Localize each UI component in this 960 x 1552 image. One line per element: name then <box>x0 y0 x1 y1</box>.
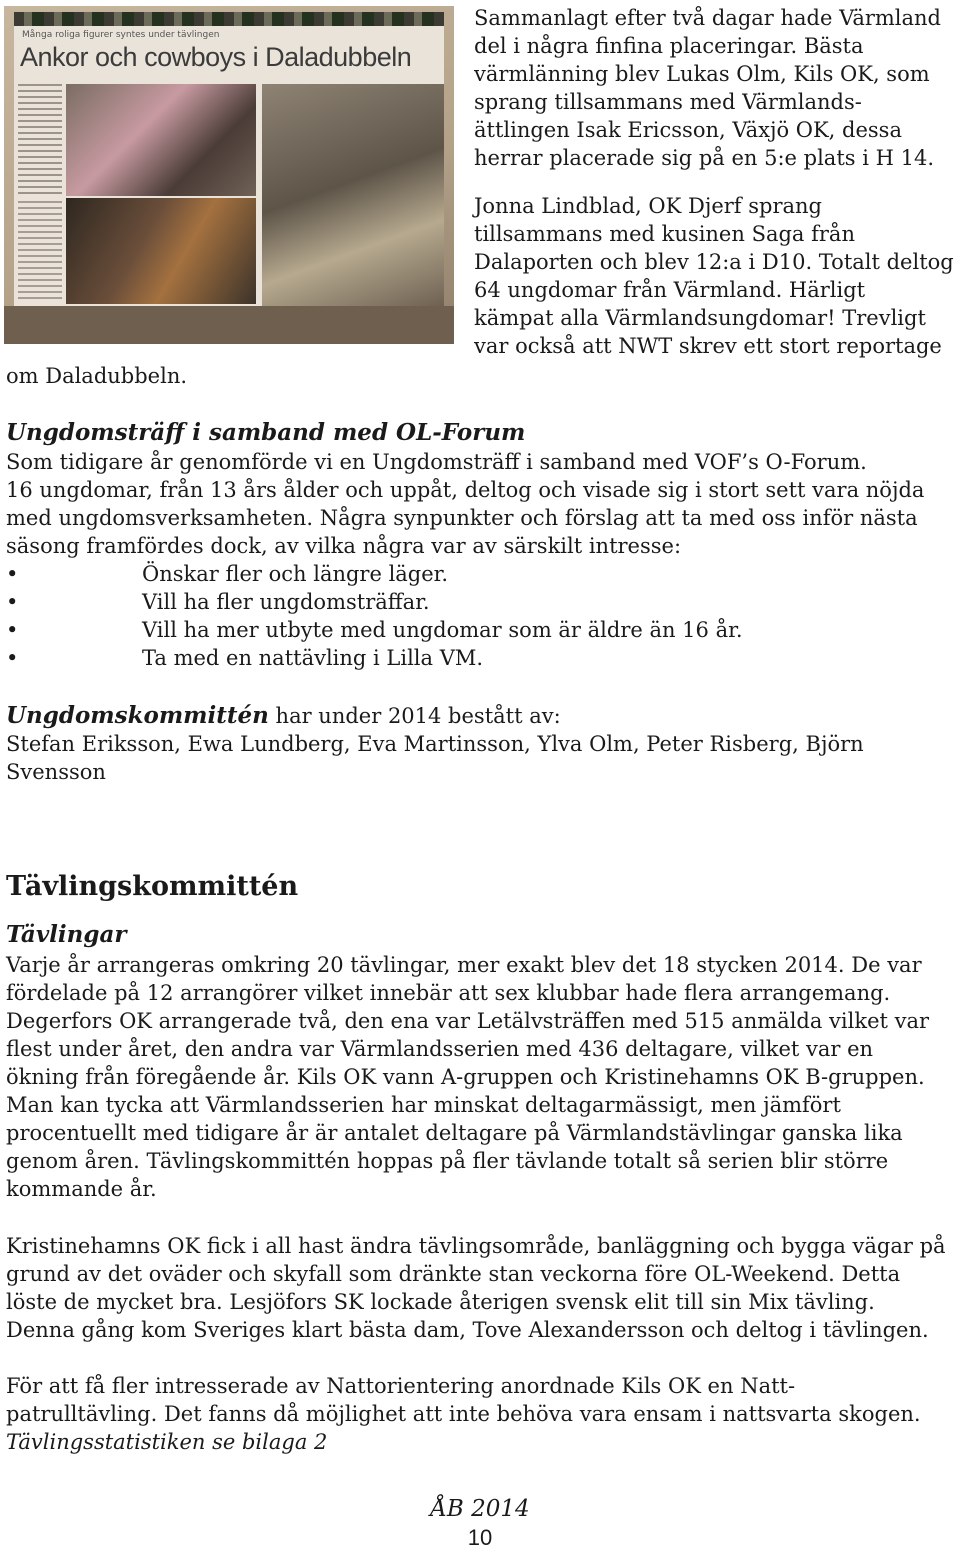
text-line: Denna gång kom Sveriges klart bästa dam, Tove Alexandersson och deltog i tävlingen. <box>6 1318 929 1342</box>
text-line: sprang tillsammans med Värmlands- <box>474 90 862 114</box>
statistics-note: Tävlingsstatistiken se bilaga 2 <box>6 1430 328 1454</box>
text-line: Jonna Lindblad, OK Djerf sprang <box>474 194 822 218</box>
text-line: värmlänning blev Lukas Olm, Kils OK, som <box>474 62 930 86</box>
text-line: Sammanlagt efter två dagar hade Värmland <box>474 6 941 30</box>
text-line: Degerfors OK arrangerade två, den ena var Letälvsträffen med 515 anmälda vilket var <box>6 1009 930 1033</box>
text-line: var också att NWT skrev ett stort reportage <box>474 334 942 358</box>
newspaper-column-text <box>18 84 62 194</box>
tavling-paragraph-3 <box>6 1372 921 1456</box>
text-line: kämpat alla Värmlandsungdomar! Trevligt <box>474 306 926 330</box>
bullet-text: Vill ha fler ungdomsträffar. <box>142 590 430 614</box>
text-line: löste de mycket bra. Lesjöfors SK lockade återigen svensk elit till sin Mix tävling. <box>6 1290 875 1314</box>
text-line: För att få fler intresserade av Nattorientering anordnade Kils OK en Natt- <box>6 1374 796 1398</box>
newspaper-column-text-2 <box>18 201 62 301</box>
text-line: grund av det oväder och skyfall som dränkte stan veckorna före OL-Weekend. Detta <box>6 1262 901 1286</box>
bullet-text: Ta med en nattävling i Lilla VM. <box>142 646 484 670</box>
text-line: del i några finfina placeringar. Bästa <box>474 34 864 58</box>
text-line: herrar placerade sig på en 5:e plats i H 14. <box>474 146 935 170</box>
bullet-dot: • <box>6 646 19 670</box>
members-line: Svensson <box>6 760 106 784</box>
text-line: Dalaporten och blev 12:a i D10. Totalt deltog <box>474 250 954 274</box>
text-line: patrulltävling. Det fanns då möjlighet att inte behöva vara ensam i nattsvarta skogen. <box>6 1402 921 1426</box>
page-number: 10 <box>467 1525 493 1550</box>
bullet-item <box>6 560 924 588</box>
bullet-item <box>6 588 924 616</box>
intro-paragraph-2-end: om Daladubbeln. <box>6 364 188 388</box>
bullet-text: Vill ha mer utbyte med ungdomar som är äldre än 16 år. <box>142 618 743 642</box>
text-line: Kristinehamns OK fick i all hast ändra tävlingsområde, banläggning och bygga vägar på <box>6 1234 946 1258</box>
members-line: Stefan Eriksson, Ewa Lundberg, Eva Martinsson, Ylva Olm, Peter Risberg, Björn <box>6 732 864 756</box>
newspaper-image-costumes <box>66 84 256 196</box>
text-line: säsong framfördes dock, av vilka några var av särskilt intresse: <box>6 534 682 558</box>
ungdomskommitten-section <box>6 702 864 786</box>
bullet-text: Önskar fler och längre läger. <box>142 562 449 586</box>
text-line: flest under året, den andra var Värmlandsserien med 436 deltagare, vilket var en <box>6 1037 874 1061</box>
newspaper-photo <box>4 6 454 344</box>
text-line: kommande år. <box>6 1177 157 1201</box>
text-line: 64 ungdomar från Värmland. Härligt <box>474 278 866 302</box>
committee-heading-rest: har under 2014 bestått av: <box>268 704 561 728</box>
bullet-item <box>6 644 924 672</box>
ungdomstraff-section <box>6 418 924 672</box>
text-line: med ungdomsverksamheten. Några synpunkter och förslag att ta med oss inför nästa <box>6 506 918 530</box>
sub-heading: Tävlingar <box>6 921 127 948</box>
photo-kicker: Många roliga figurer syntes under tävlingen <box>22 30 220 40</box>
tavling-paragraph-2 <box>6 1232 946 1344</box>
text-line: 16 ungdomar, från 13 års ålder och uppåt, deltog och visade sig i stort sett vara nöjda <box>6 478 925 502</box>
newspaper-top-strip <box>14 12 444 26</box>
bullet-item <box>6 616 924 644</box>
page-footer <box>0 1494 960 1552</box>
text-line: tillsammans med kusinen Saga från <box>474 222 855 246</box>
section-title: Tävlingskommittén <box>6 871 299 902</box>
bullet-dot: • <box>6 590 19 614</box>
bullet-dot: • <box>6 562 19 586</box>
intro-paragraph-2 <box>474 192 954 360</box>
committee-heading: Ungdomskommittén <box>6 702 269 729</box>
section-heading: Ungdomsträff i samband med OL-Forum <box>6 419 526 446</box>
newspaper-image-cowboys <box>262 84 444 306</box>
tavling-paragraph-1 <box>6 951 929 1203</box>
intro-paragraph-1 <box>474 4 941 172</box>
text-line: fördelade på 12 arrangörer vilket innebär att sex klubbar hade flera arrangemang. <box>6 981 891 1005</box>
newspaper-image-runners <box>66 198 256 304</box>
text-line: ökning från föregående år. Kils OK vann A-gruppen och Kristinehamns OK B-gruppen. <box>6 1065 925 1089</box>
table-surface <box>4 306 454 344</box>
photo-headline: Ankor och cowboys i Daladubbeln <box>20 42 412 72</box>
text-line: Man kan tycka att Värmlandsserien har minskat deltagarmässigt, men jämfört <box>6 1093 841 1117</box>
text-line: procentuellt med tidigare år är antalet deltagare på Värmlandstävlingar ganska lika <box>6 1121 903 1145</box>
text-line: Som tidigare år genomförde vi en Ungdomsträff i samband med VOF’s O-Forum. <box>6 450 867 474</box>
text-line: Varje år arrangeras omkring 20 tävlingar, mer exakt blev det 18 stycken 2014. De var <box>6 953 922 977</box>
text-line: genom åren. Tävlingskommittén hoppas på fler tävlande totalt så serien blir större <box>6 1149 889 1173</box>
text-line: ättlingen Isak Ericsson, Växjö OK, dessa <box>474 118 902 142</box>
bullet-dot: • <box>6 618 19 642</box>
footer-title: ÅB 2014 <box>430 1496 530 1522</box>
